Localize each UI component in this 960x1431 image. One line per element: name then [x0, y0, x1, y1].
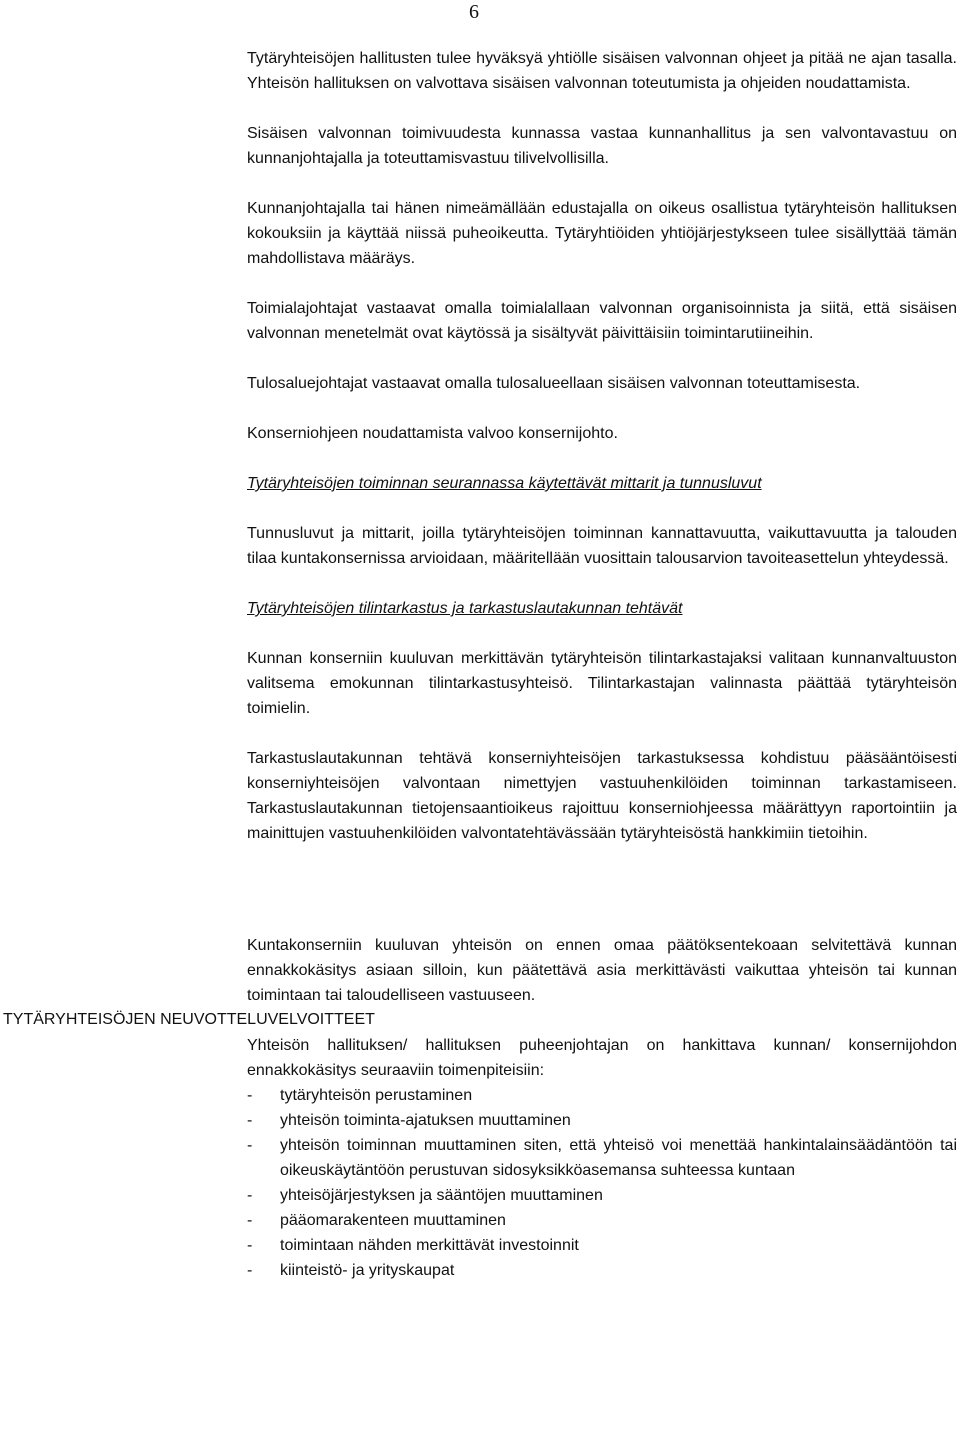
- list-item-text: kiinteistö- ja yrityskaupat: [280, 1262, 455, 1279]
- measures-list: [247, 1083, 957, 1283]
- list-item-text: toimintaan nähden merkittävät investoinnit: [280, 1237, 579, 1254]
- paragraph-prior-opinion: Kuntakonserniin kuuluvan yhteisön on ennen omaa päätöksentekoaan selvitettävä kunnan ennakkokäsitys asiaan silloin, kun päätettävä asia merkittävästi vaikuttaa yhteisön tai kunnan toimintaan tai taloudelliseen vastuuseen.: [247, 937, 957, 1004]
- list-dash: -: [247, 1187, 253, 1204]
- list-item-text: pääomarakenteen muuttaminen: [280, 1212, 506, 1229]
- list-dash: -: [247, 1212, 253, 1229]
- list-item: [247, 1208, 957, 1233]
- list-item-text: yhteisöjärjestyksen ja sääntöjen muuttaminen: [280, 1187, 603, 1204]
- list-item: [247, 1233, 957, 1258]
- heading-monitoring-metrics: Tytäryhteisöjen toiminnan seurannassa käytettävät mittarit ja tunnusluvut: [247, 475, 762, 492]
- list-item: [247, 1133, 957, 1183]
- list-item-text: yhteisön toiminta-ajatuksen muuttaminen: [280, 1112, 571, 1129]
- paragraph-control-responsibility: Sisäisen valvonnan toimivuudesta kunnassa vastaa kunnanhallitus ja sen valvontavastuu on kunnanjohtajalla ja toteuttamisvastuu tilivelvollisilla.: [247, 125, 957, 167]
- paragraph-board-obligation: Yhteisön hallituksen/ hallituksen puheenjohtajan on hankittava kunnan/ konsernijohdon ennakkokäsitys seuraaviin toimenpiteisiin:: [247, 1037, 957, 1079]
- page-number: 6: [469, 1, 479, 23]
- paragraph-audit-committee-task: Tarkastuslautakunnan tehtävä konserniyhteisöjen tarkastuksessa kohdistuu pääsääntöisesti konserniyhteisöjen valvontaan nimettyjen vastuuhenkilöiden toiminnan tarkastamiseen. Tarkastuslautakunnan tietojensaantioikeus rajoittuu konserniohjeessa määrättyyn raportointiin ja mainittujen vastuuhenkilöiden valvontatehtävässään tytäryhteisöstä hankkimiin tietoihin.: [247, 750, 957, 842]
- list-item-text: yhteisön toiminnan muuttaminen siten, että yhteisö voi menettää hankintalainsäädäntöön tai oikeuskäytäntöön perustuvan sidosyksikköasemansa suhteessa kuntaan: [280, 1137, 957, 1179]
- list-item: [247, 1083, 957, 1108]
- list-dash: -: [247, 1137, 253, 1154]
- paragraph-board-meeting-rights: Kunnanjohtajalla tai hänen nimeämällään edustajalla on oikeus osallistua tytäryhteisön hallituksen kokouksiin ja käyttää niissä puheoikeutta. Tytäryhtiöiden yhtiöjärjestykseen tulee sisällyttää tämän mahdollistava määräys.: [247, 200, 957, 267]
- list-item: [247, 1108, 957, 1133]
- paragraph-result-area-directors: Tulosaluejohtajat vastaavat omalla tulosalueellaan sisäisen valvonnan toteuttamisesta.: [247, 375, 861, 392]
- side-heading-negotiation-obligations: TYTÄRYHTEISÖJEN NEUVOTTELUVELVOITTEET: [3, 1011, 375, 1028]
- paragraph-group-management: Konserniohjeen noudattamista valvoo konsernijohto.: [247, 425, 618, 442]
- main-content: [247, 46, 957, 1283]
- paragraph-internal-control-guidelines: Tytäryhteisöjen hallitusten tulee hyväksyä yhtiölle sisäisen valvonnan ohjeet ja pitää ne ajan tasalla. Yhteisön hallituksen on valvottava sisäisen valvonnan toteutumista ja ohjeiden noudattamista.: [247, 50, 957, 92]
- list-dash: -: [247, 1087, 253, 1104]
- list-item: [247, 1258, 957, 1283]
- paragraph-key-figures: Tunnusluvut ja mittarit, joilla tytäryhteisöjen toiminnan kannattavuutta, vaikuttavuutta ja talouden tilaa kuntakonsernissa arvioidaan, määritellään vuosittain talousarvion tavoiteasettelun yhteydessä.: [247, 525, 957, 567]
- heading-audit-and-committee: Tytäryhteisöjen tilintarkastus ja tarkastuslautakunnan tehtävät: [247, 600, 683, 617]
- list-dash: -: [247, 1237, 253, 1254]
- list-item: [247, 1183, 957, 1208]
- list-dash: -: [247, 1262, 253, 1279]
- paragraph-auditor-selection: Kunnan konserniin kuuluvan merkittävän tytäryhteisön tilintarkastajaksi valitaan kunnanvaltuuston valitsema emokunnan tilintarkastusyhteisö. Tilintarkastajan valinnasta päättää tytäryhteisön toimielin.: [247, 650, 957, 717]
- list-item-text: tytäryhteisön perustaminen: [280, 1087, 473, 1104]
- paragraph-sector-directors: Toimialajohtajat vastaavat omalla toimialallaan valvonnan organisoinnista ja siitä, että sisäisen valvonnan menetelmät ovat käytössä ja sisältyvät päivittäisiin toimintarutiineihin.: [247, 300, 957, 342]
- list-dash: -: [247, 1112, 253, 1129]
